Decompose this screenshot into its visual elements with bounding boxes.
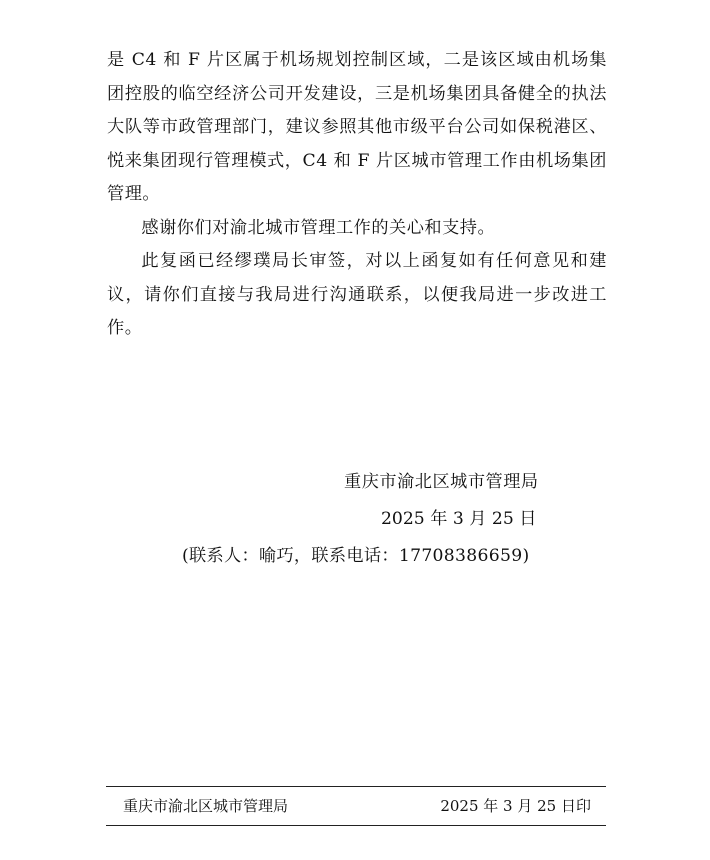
footer-print-date: 2025 年 3 月 25 日印 xyxy=(440,797,591,815)
footer-organization: 重庆市渝北区城市管理局 xyxy=(123,797,289,815)
letter-body xyxy=(107,44,607,346)
signature-date: 2025 年 3 月 25 日 xyxy=(381,509,537,529)
body-paragraph-thanks: 感谢你们对渝北城市管理工作的关心和支持。 xyxy=(141,217,496,238)
body-paragraph-review: 此复函已经缪璞局长审签，对以上函复如有任何意见和建议，请你们直接与我局进行沟通联系，以便我局进一步改进工作。 xyxy=(107,251,607,338)
body-paragraph-continuation: 是 C4 和 F 片区属于机场规划控制区域，二是该区域由机场集团控股的临空经济公司开发建设，三是机场集团具备健全的执法大队等市政管理部门，建议参照其他市级平台公司如保税港区、悦来集团现行管理模式，C4 和 F 片区城市管理工作由机场集团管理。 xyxy=(107,50,607,204)
signature-organization: 重庆市渝北区城市管理局 xyxy=(344,472,539,492)
document-footer xyxy=(106,786,606,826)
contact-info: (联系人：喻巧，联系电话：17708386659) xyxy=(182,546,530,566)
